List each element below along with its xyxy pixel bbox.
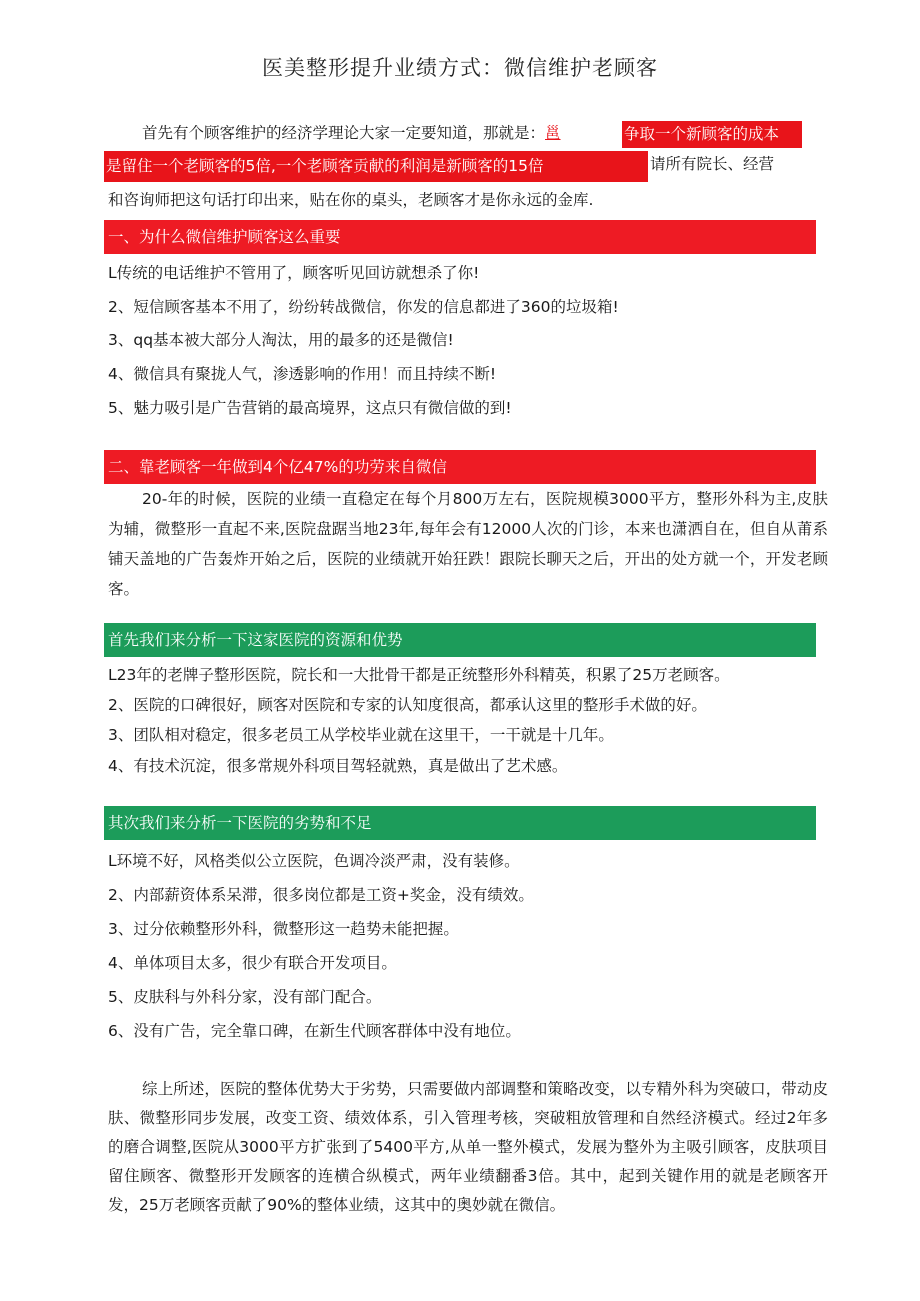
section-3-item: 3、团队相对稳定，很多老员工从学校毕业就在这里干，一干就是十几年。 bbox=[108, 726, 614, 744]
intro-line-1-text: 首先有个顾客维护的经济学理论大家一定要知道，那就是： bbox=[142, 124, 546, 142]
section-3-item: 2、医院的口碑很好，顾客对医院和专家的认知度很高，都承认这里的整形手术做的好。 bbox=[108, 696, 707, 714]
section-4-item: 5、皮肤科与外科分家，没有部门配合。 bbox=[108, 988, 382, 1006]
section-4-item: 2、内部薪资体系呆滞，很多岗位都是工资+奖金，没有绩效。 bbox=[108, 886, 534, 904]
intro-highlight-a: 争取一个新顾客的成本 bbox=[622, 121, 802, 148]
section-1-item: 3、qq基本被大部分人淘汰，用的最多的还是微信! bbox=[108, 331, 454, 349]
section-4-item: 4、单体项目太多，很少有联合开发项目。 bbox=[108, 954, 397, 972]
section-1-heading: 一、为什么微信维护顾客这么重要 bbox=[104, 220, 816, 254]
section-4-item: L环境不好，风格类似公立医院，色调冷淡严肃，没有装修。 bbox=[108, 852, 520, 870]
section-3-item: 4、有技术沉淀，很多常规外科项目驾轻就熟，真是做出了艺术感。 bbox=[108, 757, 568, 775]
intro-highlight-b: 是留住一个老顾客的5倍,一个老顾客贡献的利润是新顾客的15倍 bbox=[104, 151, 648, 182]
intro-line-3: 和咨询师把这句话打印出来，贴在你的桌头，老顾客才是你永远的金库. bbox=[108, 191, 594, 209]
section-3-heading: 首先我们来分析一下这家医院的资源和优势 bbox=[104, 623, 816, 657]
intro-line-2-tail-text: 请所有院长、经营 bbox=[650, 155, 775, 173]
section-1-item: 4、微信具有聚拢人气，渗透影响的作用！而且持续不断! bbox=[108, 365, 497, 383]
section-1-item: 2、短信顾客基本不用了，纷纷转战微信，你发的信息都进了360的垃圾箱! bbox=[108, 298, 619, 316]
conclusion-paragraph: 综上所述，医院的整体优势大于劣势，只需要做内部调整和策略改变，以专精外科为突破口，带动皮肤、微整形同步发展，改变工资、绩效体系，引入管理考核，突破粗放管理和自然经济模式。经过2年多的磨合调整,医院从3000平方扩张到了5400平方,从单一整外模式，发展为整外为主吸引顾客，皮肤项目留住顾客、微整形开发顾客的连横合纵模式，两年业绩翻番3倍。其中，起到关键作用的就是老顾客开发，25万老顾客贡献了90%的整体业绩，这其中的奥妙就在微信。 bbox=[108, 1080, 828, 1214]
section-1-item: 5、魅力吸引是广告营销的最高境界，这点只有微信做的到! bbox=[108, 399, 512, 417]
intro-line-2-tail bbox=[650, 151, 810, 178]
section-4-heading: 其次我们来分析一下医院的劣势和不足 bbox=[104, 806, 816, 840]
page-title: 医美整形提升业绩方式：微信维护老顾客 bbox=[262, 56, 658, 80]
section-2-body: 20-年的时候，医院的业绩一直稳定在每个月800万左右，医院规模3000平方，整形外科为主,皮肤为辅，微整形一直起不来,医院盘踞当地23年,每年会有12000人次的门诊，本来也潇洒自在，但自从莆系铺天盖地的广告轰炸开始之后，医院的业绩就开始狂跌！跟院长聊天之后，开出的处方就一个，开发老顾客。 bbox=[108, 490, 828, 598]
section-4-item: 6、没有广告，完全靠口碑，在新生代顾客群体中没有地位。 bbox=[108, 1022, 521, 1040]
section-3-item: L23年的老牌子整形医院，院长和一大批骨干都是正统整形外科精英，积累了25万老顾客。 bbox=[108, 666, 730, 684]
intro-line-1-mark: 邕 bbox=[545, 124, 561, 142]
section-2-heading: 二、靠老顾客一年做到4个亿47%的功劳来自微信 bbox=[104, 450, 816, 484]
section-1-item: L传统的电话维护不管用了，顾客听见回访就想杀了你! bbox=[108, 264, 480, 282]
intro-line-1 bbox=[108, 120, 588, 147]
section-4-item: 3、过分依赖整形外科，微整形这一趋势未能把握。 bbox=[108, 920, 459, 938]
